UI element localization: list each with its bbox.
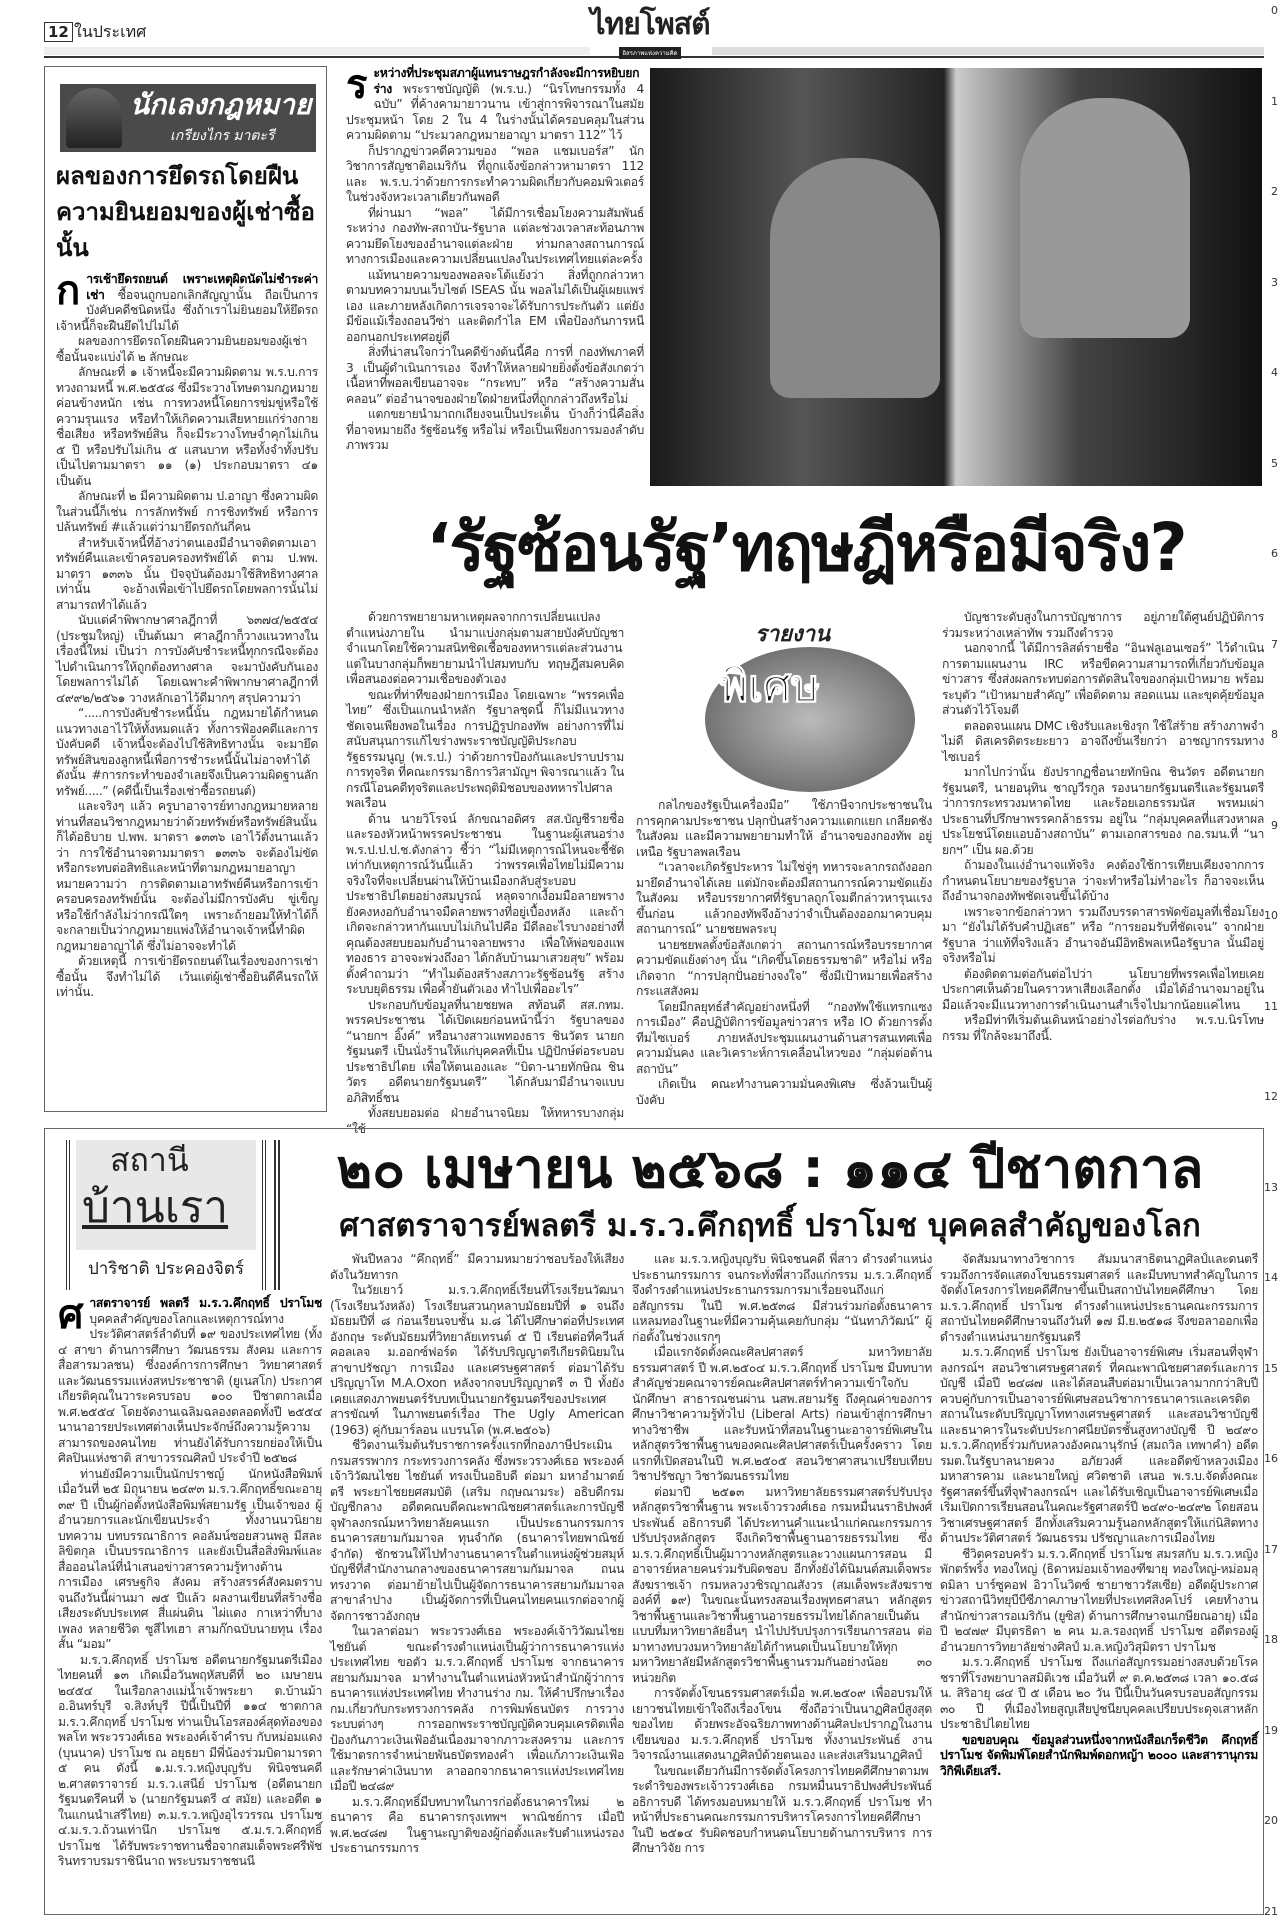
- divider: [274, 1140, 280, 1290]
- paragraph: บัญชาระดับสูงในการบัญชาการ อยู่ภายใต้ศูนย์ปฏิบัติการร่วมระหว่างเหล่าทัพ รวมถึงตำรวจ: [942, 610, 1264, 640]
- ruler-mark: 7: [1271, 637, 1278, 651]
- paragraph: ลักษณะที่ ๑ เจ้าหนี้จะมีความผิดตาม พ.ร.บ.การทวงถามหนี้ พ.ศ.๒๕๕๘ ซึ่งมีระวางโทษตามกฎหมายค่อนข้างหนัก เช่น การทวงหนี้โดยการข่มขู่หรือใช้ความรุนแรง หรือทำให้เกิดความเสียหายแก่ร่างกาย ชื่อเสียง หรือทรัพย์สิน ก็จะมีระวางโทษจำคุกไม่เกิน ๕ ปี หรือปรับไม่เกิน ๕ แสนบาท หรือทั้งจำทั้งปรับ เป็นไปตามมาตรา ๑๑ (๑) ประกอบมาตรา ๔๑ เป็นต้น: [56, 365, 318, 488]
- column-author: เกรียงไกร มาตะรี: [170, 128, 275, 144]
- ruler-mark: 18: [1264, 1633, 1278, 1646]
- paragraph: ในวัยเยาว์ ม.ร.ว.คึกฤทธิ์เรียนที่โรงเรียนวัฒนา (โรงเรียนวังหลัง) โรงเรียนสวนกุหลาบมัธยมปีที่ ๑ จนถึงมัธยมปีที่ ๘ ก่อนเรียนจบชั้น ม.๘ ได้ไปศึกษาต่อที่ประเทศอังกฤษ ระดับมัธยมที่วิทยาลัยเทรนต์ ๕ ปี เรียนต่อที่ควีนส์คอลเลจ ม.ออกซ์ฟอร์ด ได้รับปริญญาตรีเกียรตินิยมในสาขาปรัชญา การเมือง และเศรษฐศาสตร์ ต่อมาได้รับปริญญาโท M.A.Oxon หลังจากจบปริญญาตรี ๓ ปี ทั้งยังเคยแสดงภาพยนตร์รับบทเป็นนายกรัฐมนตรีของประเทศสารขัณฑ์ ในภาพยนตร์เรื่อง The Ugly American (1963) คู่กับมาร์ลอน แบรนโด (พ.ศ.๒๕๐๖): [330, 1283, 624, 1437]
- bio-column-3: [632, 1252, 932, 1857]
- paragraph: นอกจากนี้ ได้มีการลิสต์รายชื่อ “อินฟลูเอนเซอร์” ไว้ดำเนินการตามแผนงาน IRC หรือขีดความสามารถที่เกี่ยวกับข้อมูลข่าวสาร ซึ่งส่งผลกระทบต่อการตัดสินใจของกลุ่มเป้าหมาย พร้อมระบุตัว “เป้าหมายสำคัญ” เพื่อติดตาม สอดแนม และขุดคุ้ยข้อมูลส่วนตัวไว้โจมตี: [942, 641, 1264, 717]
- paragraph: ม.ร.ว.คึกฤทธิ์มีบทบาทในการก่อตั้งธนาคารใหม่ ๒ ธนาคาร คือ ธนาคารกรุงเทพฯ พาณิชย์การ เมื่อปี พ.ศ.๒๔๘๗ ในฐานะญาติของผู้ก่อตั้งและรับตำแหน่งรองประธานกรรมการ: [330, 1794, 624, 1855]
- feature-intro: [346, 62, 644, 454]
- paragraph: นายชยพลตั้งข้อสังเกตว่า สถานการณ์หรือบรรยากาศความขัดแย้งต่างๆ นั้น “เกิดขึ้นโดยธรรมชาติ” หรือไม่ หรือเกิดจาก “การปลุกปั่นอย่างจงใจ” ซึ่งมีเป้าหมายเพื่อสร้างกระแสสังคม: [636, 937, 932, 998]
- ruler-mark: 8: [1271, 728, 1278, 741]
- paragraph: ม.ร.ว.คึกฤทธิ์ ปราโมช ถึงแก่อสัญกรรมอย่างสงบด้วยโรคชราที่โรงพยาบาลสมิติเวช เมื่อวันที่ ๙ ต.ค.๒๕๓๘ เวลา ๑๐.๕๘ น. สิริอายุ ๘๔ ปี ๕ เดือน ๒๐ วัน ปีนี้เป็นวันครบรอบอสัญกรรม ๓๐ ปี ที่เมืองไทยสูญเสียปูชนียบุคคลเปรียบประดุจเสาหลักประชาธิปไตยไทย: [940, 1655, 1258, 1731]
- paragraph: ชีวิตครอบครัว ม.ร.ว.คึกฤทธิ์ ปราโมช สมรสกับ ม.ร.ว.หญิงพักตร์พริ้ง ทองใหญ่ (ธิดาหม่อมเจ้าทองฑีฆายุ ทองใหญ่-หม่อมลุดมิลา บาร์ซูคอฟ อิวาโนวิตซ์ ชายาชาวรัสเซีย) อดีตผู้ประกาศข่าวสถานีวิทยุบีบีซีภาคภาษาไทยที่ประเทศสิงคโปร์ เคยทำงานสำนักข่าวสารอเมริกัน (ยูซิส) ด้านการศึกษาจนเกษียณอายุ) เมื่อปี ๒๔๗๙ มีบุตรธิดา ๒ คน ม.ล.รองฤทธิ์ ปราโมช อดีตรองผู้อำนวยการวิทยาลัยช่างศิลป์ ม.ล.หญิงวิสุมิตรา ปราโมช: [940, 1546, 1258, 1654]
- paragraph: ต้องติดตามต่อกันต่อไปว่า นโยบายที่พรรคเพื่อไทยเคยประกาศเห็นด้วยในคราวหาเสียงเลือกตั้ง เมื่อได้อำนาจมาอยู่ในมือแล้วจะมีแนวทางการดำเนินงานสำเร็จไปมากน้อยแค่ไหน: [942, 966, 1264, 1012]
- ruler-mark: 12: [1264, 1090, 1278, 1103]
- header-band: [44, 47, 590, 55]
- paragraph: เมื่อแรกจัดตั้งคณะศิลปศาสตร์ มหาวิทยาลัยธรรมศาสตร์ ปี พ.ศ.๒๕๐๔ ม.ร.ว.คึกฤทธิ์ ปราโมช มีบทบาทสำคัญช่วยคณาจารย์คณะศิลปศาสตร์ทำความเข้าใจกับนักศึกษา สาธารณชนผ่าน นสพ.สยามรัฐ ถึงคุณค่าของการศึกษาวิชาความรู้ทั่วไป (Liberal Arts) ก่อนเข้าสู่การศึกษาทางวิชาชีพ และรับหน้าที่สอนในฐานะอาจารย์พิเศษในหลักสูตรวิชาพื้นฐานของคณะศิลปศาสตร์เป็นครั้งคราว โดยแรกที่เปิดสอนในปี พ.ศ.๒๕๐๕ สอนวิชาศาสนาเปรียบเทียบ วิชาปรัชญา วิชาวัฒนธรรมไทย: [632, 1345, 932, 1483]
- column-name: สถานี: [110, 1141, 189, 1179]
- paragraph: และ ม.ร.ว.หญิงบุญรับ พินิจชนคดี พี่สาว ดำรงตำแหน่งประธานกรรมการ จนกระทั่งพี่สาวถึงแก่กรรม ม.ร.ว.คึกฤทธิ์จึงดำรงตำแหน่งประธานกรรมการมาเรื่อยจนถึงแก่อสัญกรรม ในปี พ.ศ.๒๕๓๘ มีส่วนร่วมก่อตั้งธนาคารแหลมทองในฐานะที่มีความคุ้นเคยกับกลุ่ม “นันทาภิวัฒน์” ผู้ก่อตั้งในช่วงแรกๆ: [632, 1252, 932, 1344]
- lead-paragraph: [56, 268, 318, 334]
- logo-text: ไทยโพสต์: [590, 8, 710, 41]
- ruler-mark: 11: [1264, 999, 1278, 1013]
- paragraph: ในเวลาต่อมา พระวรวงศ์เธอ พระองค์เจ้าวิวัฒนไชย ไชยันต์ ขณะดำรงตำแหน่งเป็นผู้ว่าการธนาคารแห่งประเทศไทย ขอตัว ม.ร.ว.คึกฤทธิ์ ปราโมช จากธนาคารสยามกัมมาจล มาทำงานในตำแหน่งหัวหน้าสำนักผู้ว่าการธนาคารแห่งประเทศไทย ทำงานร่าง กม. ให้คำปรึกษาเรื่อง กม.เกี่ยวกับกระทรวงการคลัง การพิมพ์ธนบัตร การวางระบบต่างๆ การออกพระราชบัญญัติควบคุมเครดิตเพื่อป้องกันภาวะเงินเฟ้ออันเนื่องมาจากภาวะสงคราม และการใช้มาตรการจำหน่ายพันธบัตรทองคำ เพื่อแก้ภาวะเงินเฟ้อและรักษาค่าเงินบาท ลาออกจากธนาคารแห่งประเทศไทยเมื่อปี ๒๔๘๙: [330, 1624, 624, 1793]
- ruler-mark: 1: [1271, 94, 1278, 108]
- paragraph: หรือมีท่าทีเริ่มต้นเดินหน้าอย่างไรต่อกับร่าง พ.ร.บ.นิรโทษกรรม ที่ใกล้จะมาถึงนี้.: [942, 1013, 1264, 1043]
- bio-column-2: [330, 1252, 624, 1857]
- ruler-mark: 10: [1264, 909, 1278, 922]
- logo-tagline: อิสรภาพแห่งความคิด: [619, 47, 680, 59]
- paragraph: จัดสัมมนาทางวิชาการ สัมมนาสาธิตนาฏศิลป์และดนตรี รวมถึงการจัดแสดงโขนธรรมศาสตร์ และมีบทบาทสำคัญในการจัดตั้งโครงการไทยคดีศึกษาขึ้นเป็นสถาบันไทยคดีศึกษา โดย ม.ร.ว.คึกฤทธิ์ ปราโมช ดำรงตำแหน่งประธานคณะกรรมการสถาบันไทยคดีศึกษาจนถึงวันที่ ๑๗ มี.ย.๒๕๑๘ จึงขอลาออกเพื่อดำรงตำแหน่งนายกรัฐมนตรี: [940, 1252, 1258, 1344]
- article-title: ผลของการยึดรถโดยฝืน: [56, 162, 299, 190]
- ruler-mark: 3: [1271, 275, 1278, 289]
- ruler-mark: 21: [1264, 1904, 1278, 1918]
- article-title: ความยินยอมของผู้เช่าซื้อนั้น: [56, 198, 315, 262]
- ruler-mark: 17: [1264, 1542, 1278, 1556]
- paragraph: ม.ร.ว.คึกฤทธิ์ ปราโมช อดีตนายกรัฐมนตรีเมืองไทยคนที่ ๑๓ เกิดเมื่อวันพฤหัสบดีที่ ๒๐ เมษายน ๒๔๕๔ ในเรือกลางแม่น้ำเจ้าพระยา ต.บ้านม้า อ.อินทร์บุรี จ.สิงห์บุรี ปีนี้เป็นปีที่ ๑๑๔ ชาตกาล ม.ร.ว.คึกฤทธิ์ ปราโมช ท่านเป็นโอรสองค์สุดท้องของพลโท พระวรวงศ์เธอ พระองค์เจ้าคำรบ กับหม่อมแดง (บุนนาค) ปราโมช ณ อยุธยา มีพี่น้องร่วมบิดามารดา ๕ คน ดังนี้ ๑.ม.ร.ว.หญิงบุญรับ พินิจชนคดี ๒.ศาสตราจารย์ ม.ร.ว.เสนีย์ ปราโมช (อดีตนายกรัฐมนตรีคนที่ ๖ (นายกรัฐมนตรี ๔ สมัย) และอดีต ๑ ในแกนนำเสรีไทย) ๓.ม.ร.ว.หญิงอุไรวรรณ ปราโมช ๔.ม.ร.ว.ถ้วนเท่านึก ปราโมช ๕.ม.ร.ว.คึกฤทธิ์ ปราโมช ได้รับพระราชทานชื่อจากสมเด็จพระศรีพัชรินทราบรมราชินีนาถ พระบรมราชชนนี: [58, 1652, 322, 1868]
- newspaper-logo: [590, 10, 710, 59]
- ruler-mark: 19: [1264, 1723, 1278, 1737]
- lead-text: ซื้อจนถูกบอกเลิกสัญญานั้น ถือเป็นการบังคับคดีชนิดหนึ่ง ซึ่งถ้าเราไม่ยินยอมให้ยึดรถ เจ้าหนี้ก็จะฝืนยึดไปไม่ได้: [56, 287, 318, 333]
- paragraph: พันปีหลวง “คึกฤทธิ์” มีความหมายว่าชอบร้องให้เสียงดังในวัยทารก: [330, 1252, 624, 1282]
- feature-headline: ‘รัฐซ้อนรัฐ’ทฤษฎีหรือมีจริง?: [426, 509, 1186, 586]
- paragraph: และจริงๆ แล้ว ครูบาอาจารย์ทางกฎหมายหลายท่านที่สอนวิชากฎหมายว่าด้วยทรัพย์หรือทรัพย์สินนั้น ก็ได้อธิบาย ป.พพ. มาตรา ๑๓๓๖ เอาไว้ตั้งนานแล้วว่า การใช้อำนาจตามมาตรา ๑๓๓๖ จะต้องไม่ขัดหรือกระทบต่อสิทธิและหน้าที่ตามกฎหมายอาญา หมายความว่า การติดตามเอาทรัพย์คืนหรือการเข้าครอบครองทรัพย์นั้น จะต้องไม่มีการบังคับ ขู่เข็ญ หรือใช้กำลังไม่ว่ากรณีใดๆ เพราะถ้ายอมให้ทำได้ก็จะกลายเป็นว่ากฎหมายแพ่งให้อำนาจเจ้าหนี้ทำผิดกฎหมายอาญาได้ ซึ่งไม่อาจจะทำได้: [56, 799, 318, 953]
- paragraph: สำหรับเจ้าหนี้ที่อ้างว่าตนเองมีอำนาจติดตามเอาทรัพย์คืนและเข้าครอบครองทรัพย์ได้ ตาม ป.พพ. มาตรา ๑๓๓๖ นั้น ปัจจุบันต้องมาใช้สิทธิทางศาลเท่านั้น จะอ้างเพื่อเข้าไปยึดรถโดยพลการนั้นไม่สามารถทำได้แล้ว: [56, 535, 318, 612]
- paragraph: “.....การบังคับชำระหนี้นั้น กฎหมายได้กำหนดแนวทางเอาไว้ให้ทั้งหมดแล้ว ทั้งการฟ้องคดีและการบังคับคดี เจ้าหนี้จะต้องไปใช้สิทธิทางนั้น จะมายึดทรัพย์สินของลูกหนี้เพื่อการชำระหนี้นั้นไม่อาจทำได้ ดังนั้น #การกระทำของจำเลยจึงเป็นความผิดฐานลักทรัพย์.....” (คดีนี้เป็นเรื่องเช่าซื้อรถยนต์): [56, 706, 318, 798]
- section-name: ในประเทศ: [74, 22, 147, 41]
- page-number: 12: [44, 22, 73, 42]
- paragraph: ชีวิตงานเริ่มต้นรับราชการครั้งแรกที่กองภาษีประเมิน กรมสรรพากร กระทรวงการคลัง ซึ่งพระวรวงศ์เธอ พระองค์เจ้าวิวัฒนไชย ไชยันต์ ทรงเป็นอธิบดี ต่อมา มหาอำมาตย์ตรี พระยาไชยยศสมบัติ (เสริม กฤษณามระ) อธิบดีกรมบัญชีกลาง อดีตคณบดีคณะพาณิชยศาสตร์และการบัญชี จุฬาลงกรณ์มหาวิทยาลัยคนแรก เป็นประธานกรรมการธนาคารสยามกัมมาจล ทุนจำกัด (ธนาคารไทยพาณิชย์ จำกัด) ชักชวนให้ไปทำงานธนาคารในตำแหน่งผู้ช่วยสมุห์บัญชีที่สำนักงานกลางของธนาคารสยามกัมมาจล ถนนทรงวาด ต่อมาย้ายไปเป็นผู้จัดการธนาคารสยามกัมมาจล สาขาลำปาง เป็นผู้จัดการที่เป็นคนไทยคนแรกต่อจากผู้จัดการชาวอังกฤษ: [330, 1438, 624, 1623]
- column-author: ปาริชาติ ประคองจิตร์: [87, 1259, 245, 1279]
- paragraph: ที่ผ่านมา “พอล” ได้มีการเชื่อมโยงความสัมพันธ์ระหว่าง กองทัพ-สถาบัน-รัฐบาล แต่ละช่วงเวลาสะท้อนภาพ ความยึดโยงของอำนาจแต่ละฝ่าย ท่ามกลางสถานการณ์ทางการเมืองและความเปลี่ยนแปลงในประเทศไทยแต่ละครั้ง: [346, 205, 644, 266]
- ruler-mark: 14: [1264, 1271, 1278, 1284]
- ruler-mark: 9: [1271, 818, 1278, 832]
- paragraph: มากไปกว่านั้น ยังปรากฏชื่อนายทักษิณ ชินวัตร อดีตนายกรัฐมนตรี, นายอนุทิน ชาญวีรกูล รองนายกรัฐมนตรีและรัฐมนตรีว่าการกระทรวงมหาดไทย และร้อยเอกธรรมนัส พรหมเผ่า ประธานที่ปรึกษาพรรคกล้าธรรม อยู่ใน “กลุ่มบุคคลที่แสวงหาผลประโยชน์โดยแอบอ้างสถาบัน” ตามเอกสารของ กอ.รมน.ที่ “นายกฯ” เป็น ผอ.ด้วย: [942, 765, 1264, 857]
- column-name: บ้านเรา: [82, 1182, 229, 1233]
- paragraph: ในขณะเดียวกันมีการจัดตั้งโครงการไทยคดีศึกษาตามพระดำริของพระเจ้าวรวงศ์เธอ กรมหมื่นนราธิปพงศ์ประพันธ์ อธิการบดี ได้ทรงมอบหมายให้ ม.ร.ว.คึกฤทธิ์ ปราโมช ทำหน้าที่ประธานคณะกรรมการบริหารโครงการไทยคดีศึกษาในปี ๒๕๑๔ รับผิดชอบกำหนดนโยบายด้านการบริหาร การศึกษาวิจัย การ: [632, 1763, 932, 1855]
- paragraph: ก็ปรากฏข่าวคดีความของ “พอล แชมเบอร์ส” นักวิชาการสัญชาติอเมริกัน ที่ถูกแจ้งข้อกล่าวหามาตรา 112 และ พ.ร.บ.ว่าด้วยการกระทำความผิดเกี่ยวกับคอมพิวเตอร์ ในช่วงจังหวะเวลาเดียวกันพอดี: [346, 143, 644, 204]
- paragraph: ตลอดจนแผน DMC เชิงรับและเชิงรุก ใช้ใส่ร้าย สร้างภาพจำไม่ดี ดิสเครดิตระยะยาว อาจถึงขั้นเรียกว่า อาชญากรรมทางไซเบอร์: [942, 718, 1264, 764]
- paragraph: แม้ทนายความของพอลจะโต้แย้งว่า สิ่งที่ถูกกล่าวหาตามบทความบนเว็บไซต์ ISEAS นั้น พอลไม่ได้เป็นผู้เผยแพร่เอง และภายหลังเกิดการเจรจาจะได้รับการประกันตัว แต่ยังมีข้อแม้เรื่องถอนวีซ่า และติดกำไล EM เพื่อป้องกันการหนีออกนอกประเทศอยู่ดี: [346, 267, 644, 344]
- paragraph: กลไกของรัฐเป็นเครื่องมือ” ใช้ภาษีจากประชาชนในการคุกคามประชาชน ปลุกปั่นสร้างความแตกแยก เกลียดชังในสังคม และมีความพยายามทำให้ อำนาจของกองทัพ อยู่เหนือ รัฐบาลพลเรือน: [636, 798, 932, 859]
- bottom-headline: ๒๐ เมษายน ๒๕๖๘ : ๑๑๔ ปีชาตกาล: [336, 1137, 1204, 1200]
- ruler-mark: 13: [1264, 1180, 1278, 1194]
- ruler-mark: 2: [1271, 185, 1278, 198]
- politicians-photo: [650, 68, 1262, 486]
- feature-column-3: [942, 610, 1264, 1044]
- paragraph: ด้วยการพยายามหาเหตุผลจากการเปลี่ยนแปลงตำแหน่งภายใน นำมาแบ่งกลุ่มตามสายบังคับบัญชา จำแนกโดยใช้ความสนิทชิดเชื้อของทหารแต่ละส่วนงาน แต่ในบางกลุ่มก็พยายามนำไปสมทบกับ ทฤษฎีสมคบคิด เพื่อสนองต่อความเชื่อของตัวเอง: [346, 610, 624, 686]
- paragraph: ขณะที่ท่าทีของฝ่ายการเมือง โดยเฉพาะ “พรรคเพื่อไทย” ซึ่งเป็นแกนนำหลัก รัฐบาลชุดนี้ ก็ไม่มีแนวทางชัดเจนเพียงพอในเรื่อง การปฏิรูปกองทัพ อย่างการที่ไม่สนับสนุนการแก้ไขร่างพระราชบัญญัติประกอบรัฐธรรมนูญ (พ.ร.ป.) ว่าด้วยการป้องกันและปราบปรามการทุจริต ที่คณะกรรมาธิการวิสามัญฯ พิจารณาแล้ว ในกรณีโอนคดีทุจริตและประพฤติมิชอบของทหารไปศาลพลเรือน: [346, 687, 624, 810]
- paragraph: เกิดเป็น คณะทำงานความมั่นคงพิเศษ ซึ่งล้วนเป็นผู้บังคับ: [636, 1077, 932, 1107]
- paragraph: นับแต่คำพิพากษาศาลฎีกาที่ ๖๓๗๔/๒๕๕๔ (ประชุมใหญ่) เป็นต้นมา ศาลฎีกาก็วางแนวทางในเรื่องนี้ใหม่ เป็นว่า การบังคับชำระหนี้ทุกกรณีจะต้องไปดำเนินการให้ถูกต้องทางศาล จะมาบังคับกันเองโดยพลการไม่ได้ โดยเฉพาะคำพิพากษาศาลฎีกาที่ ๔๙๙๒/๒๕๖๑ วางหลักเอาไว้ดีมากๆ สรุปความว่า: [56, 613, 318, 705]
- lead-text: พระราชบัญญัติ (พ.ร.บ.) “นิรโทษกรรมทั้ง 4 ฉบับ” ที่ค้างคามายาวนาน เข้าสู่การพิจารณาในสมัยประชุมหน้า โดย 2 ใน 4 ในร่างนั้นได้ครอบคลุมในส่วนความผิดตาม “ประมวลกฎหมายอาญา มาตรา 112” ไว้: [346, 81, 644, 142]
- paragraph: ทั้งสยบยอมต่อ ฝ่ายอำนาจนิยม ให้ทหารบางกลุ่ม “ใช้: [346, 1106, 624, 1136]
- lead-bold: าสตราจารย์ พลตรี ม.ร.ว.คึกฤทธิ์ ปราโมช: [89, 1296, 322, 1310]
- paragraph: ม.ร.ว.คึกฤทธิ์ ปราโมช ยังเป็นอาจารย์พิเศษ เริ่มสอนที่จุฬาลงกรณ์ฯ สอนวิชาเศรษฐศาสตร์ ที่คณะพาณิชยศาสตร์และการบัญชี เมื่อปี ๒๔๘๗ และได้สอนสืบต่อมาเป็นเวลามากกว่าสิบปี ควบคู่กับการเป็นอาจารย์พิเศษสอนวิชาการธนาคารและเครดิตสถานในระดับปริญญาโททางเศรษฐศาสตร์ และสอนวิชาบัญชีและธนาคารในระดับประกาศนียบัตรชั้นสูงทางบัญชี ปี ๒๔๙๐ ม.ร.ว.คึกฤทธิ์ร่วมกับหลวงอังคณานุรักษ์ (สมถวิล เทพาคำ) อดีต รมต.ในรัฐบาลนายควง อภัยวงศ์ และอดีตข้าหลวงเมืองมหาสารคาม และนายใหญ่ ศวิตชาติ เสนอ พ.ร.บ.จัดตั้งคณะรัฐศาสตร์ขึ้นที่จุฬาลงกรณ์ฯ และได้รับเชิญเป็นอาจารย์พิเศษเมื่อเริ่มเปิดการเรียนสอนในคณะรัฐศาสตร์ปี ๒๔๙๐-๒๔๙๒ โดยสอนวิชาเศรษฐศาสตร์ อีกทั้งเสริมความรู้นอกหลักสูตรให้แก่นิสิตทางด้านประวัติศาสตร์ วัฒนธรรม ปรัชญาและการเมืองไทย: [940, 1345, 1258, 1545]
- feature-column-1: [346, 610, 624, 1137]
- special-report-logo: [705, 622, 915, 792]
- ruler-mark: 0: [1271, 4, 1278, 17]
- paragraph: แตกขยายนำมาถกเถียงจนเป็นประเด็น บ้างก็ว่านี่คือสิ่งที่อาจหมายถึง รัฐซ้อนรัฐ หรือไม่ หรือเป็นเพียงการมองลำดับภาพรวม: [346, 407, 644, 452]
- header-band: [712, 47, 1264, 55]
- column-name: นักเลงกฎหมาย: [130, 88, 312, 121]
- column-banner: [60, 84, 316, 152]
- paragraph: เพราะจากข้อกล่าวหา รวมถึงบรรดาสารพัดข้อมูลที่เชื่อมโยงมา “ยังไม่ได้รับคำปฏิเสธ” หรือ “การยอมรับที่ชัดเจน” จากฝ่ายรัฐบาล ว่าแท้ที่จริงแล้ว อำนาจอันมีอิทธิพลเหนือรัฐบาล นั้นมีอยู่จริงหรือไม่: [942, 904, 1264, 965]
- ruler-mark: 20: [1264, 1814, 1278, 1827]
- special-report-label: รายงาน: [755, 622, 831, 647]
- paragraph: โดยมีกลยุทธ์สำคัญอย่างหนึ่งที่ “กองทัพใช้แทรกแซงการเมือง” คือปฏิบัติการข้อมูลข่าวสาร หรือ IO ด้วยการตั้ง ทีมไซเบอร์ ภายหลังประชุมแผนงานด้านสารสนเทศเพื่อความมั่นคง และวิเคราะห์การเคลื่อนไหวของ “กลุ่มต่อต้านสถาบัน”: [636, 999, 932, 1076]
- ruler-mark: 15: [1264, 1361, 1278, 1375]
- lead-bold: ะหว่างที่ประชุมสภาผู้แทนราษฎรกำลังจะมีการหยิบยกร่าง: [373, 66, 640, 96]
- lead-text: บุคคลสำคัญของโลกและเหตุการณ์ทางประวัติศาสตร์ลำดับที่ ๑๙ ของประเทศไทย (ทั้ง ๔ สาขา ด้านการศึกษา วัฒนธรรม สังคม และการสื่อสารมวลชน) ซึ่งองค์การการศึกษา วิทยาศาสตร์และวัฒนธรรมแห่งสหประชาชาติ (ยูเนสโก) ประกาศเกียรติคุณในวาระครบรอบ ๑๐๐ ปีชาตกาลเมื่อ พ.ศ.๒๕๕๔ โดยจัดงานเฉลิมฉลองตลอดทั้งปี ๒๕๕๔ นานาอารยประเทศต่างเห็นประจักษ์ถึงความรู้ความสามารถของคนไทย ท่านยังได้รับการยกย่องให้เป็นศิลปินแห่งชาติ สาขาวรรณศิลป์ ประจำปี ๒๕๒๘: [58, 1311, 322, 1465]
- column-banner: [66, 1140, 266, 1290]
- paragraph: สิ่งที่น่าสนใจกว่าในคดีข้างต้นนี้คือ การที่ กองทัพภาคที่ 3 เป็นผู้ดำเนินการเอง จึงทำให้หลายฝ่ายยิ่งตั้งข้อสังเกตว่า เนื้อหาที่พอลเขียนอาจจะ “กระทบ” หรือ “สร้างความสั่นคลอน” ต่ออำนาจของฝ่ายใดฝ่ายหนึ่งที่ถูกกล่าวถึงหรือไม่: [346, 345, 644, 406]
- lead-bold: ารเช้ายึดรถยนต์ เพราะเหตุผิดนัดไม่ชำระค่าเช่า: [86, 272, 318, 302]
- bio-column-1: [58, 1292, 322, 1870]
- paragraph: ด้วยเหตุนี้ การเข้ายึดรถยนต์ในเรื่องของการเช่าซื้อนั้น จึงทำไม่ได้ เว้นแต่ผู้เช่าซื้อยินดีคืนรถให้เท่านั้น.: [56, 954, 318, 999]
- paragraph: การจัดตั้งโขนธรรมศาสตร์เมื่อ พ.ศ.๒๕๐๙ เพื่ออบรมให้เยาวชนไทยเข้าใจถึงเรื่องโขน ซึ่งถือว่าเป็นนาฏศิลป์สูงสุดของไทย ด้วยพระอัจฉริยภาพทางด้านศิลปะปรากฏในงานเขียนของ ม.ร.ว.คึกฤทธิ์ ปราโมช ทั้งงานประพันธ์ งานวิจารณ์งานแสดงนาฏศิลป์ด้วยตนเอง และส่งเสริมนาฏศิลป์: [632, 1686, 932, 1762]
- author-portrait: [66, 88, 122, 148]
- ruler-mark: 6: [1271, 547, 1278, 560]
- paragraph: ต่อมาปี ๒๕๑๓ มหาวิทยาลัยธรรมศาสตร์ปรับปรุงหลักสูตรวิชาพื้นฐาน พระเจ้าวรวงศ์เธอ กรมหมื่นนราธิปพงศ์ประพันธ์ อธิการบดี ได้ประทานคำแนะนำแก่คณะกรรมการปรับปรุงหลักสูตร จึงเกิดวิชาพื้นฐานอารยธรรมไทย ซึ่ง ม.ร.ว.คึกฤทธิ์เป็นผู้มาวางหลักสูตรและวางแผนการสอน มีอาจารย์หลายคนร่วมรับผิดชอบ อีกทั้งยังได้นิมนต์สมเด็จพระสังฆราชเจ้า กรมหลวงวชิรญาณสังวร (สมเด็จพระสังฆราชองค์ที่ ๑๙) ในขณะนั้นทรงสอนเรื่องพุทธศาสนา หลักสูตรวิชาพื้นฐานและวิชาพื้นฐานอารยธรรมไทยได้กลายเป็นต้นแบบที่มหาวิทยาลัยอื่นๆ นำไปปรับปรุงการเรียนการสอน ต่อมาทางทบวงมหาวิทยาลัยได้กำหนดเป็นนโยบายให้ทุกมหาวิทยาลัยมีหลักสูตรวิชาพื้นฐานรวมกันอย่างน้อย ๓๐ หน่วยกิต: [632, 1484, 932, 1685]
- feature-column-2: [636, 798, 932, 1108]
- bottom-subheadline: ศาสตราจารย์พลตรี ม.ร.ว.คึกฤทธิ์ ปราโมช บุคคลสำคัญของโลก: [339, 1208, 1201, 1244]
- legal-article: [56, 158, 318, 1001]
- drop-cap: ก: [56, 268, 81, 314]
- special-report-label: พิเศษ: [719, 661, 820, 712]
- paragraph: ด้าน นายวิโรจน์ ลักขณาอดิศร สส.บัญชีรายชื่อ และรองหัวหน้าพรรคประชาชน ในฐานะผู้เสนอร่าง พ.ร.ป.ป.ป.ช.ดังกล่าว ชี้ว่า “ไม่มีเหตุการณ์ไหนจะชี้ชัดเท่ากับเหตุการณ์วันนี้แล้ว ว่าพรรคเพื่อไทยไม่มีความจริงใจที่จะเปลี่ยนผ่านให้บ้านเมืองกลับสู่ระบอบประชาธิปไตยอย่างสมบูรณ์ หลุดจากเงื้อมมือลายพราง ยังคงหงอกับอำนาจมืดลายพรางที่อยู่เบื้องหลัง และถ้าเกิดจะกล่าวหากันแบบไม่เกินไปคือ มีดีลอะไรบางอย่างที่คุณต้องสยบยอมกับอำนาจลายพราง เพื่อให้พ่อของแพทองธาร อาจจะพ่วงถึงอา ได้กลับบ้านมาเสวยสุข” พร้อมตั้งคำถามว่า “ทำไมต้องสร้างสภาวะรัฐซ้อนรัฐ สร้างระบบยุติธรรม เพื่อค้ำยันตัวเอง ทำไปเพื่ออะไร”: [346, 811, 624, 996]
- lead-paragraph: [58, 1292, 322, 1467]
- ruler-mark: 4: [1271, 366, 1278, 379]
- drop-cap: ร: [346, 62, 368, 108]
- paragraph: “เวลาจะเกิดรัฐประหาร ไม่ใช่จู่ๆ ทหารจะลากรถถังออกมายึดอำนาจได้เลย แต่มักจะต้องมีสถานการณ์ความขัดแย้งในสังคม หรือบรรยากาศที่รัฐบาลถูกโจมตีกล่าวหารุนแรงขึ้นก่อน แล้วกองทัพจึงอ้างว่าจำเป็นต้องออกมาควบคุมสถานการณ์” นายชยพลระบุ: [636, 860, 932, 936]
- acknowledgement: ขอขอบคุณ ข้อมูลส่วนหนึ่งจากหนังสือเกร็ดชีวิต คึกฤทธิ์ ปราโมช จัดพิมพ์โดยสำนักพิมพ์ดอกหญ้า ๒๐๐๐ และสารานุกรมวิกิพีเดียเสรี.: [940, 1732, 1258, 1778]
- paragraph: ผลของการยึดรถโดยฝืนความยินยอมของผู้เช่าซื้อนั้นจะแบ่งได้ ๒ ลักษณะ: [56, 334, 308, 364]
- ruler-mark: 16: [1264, 1452, 1278, 1465]
- bio-column-4: [940, 1252, 1258, 1779]
- paragraph: ประกอบกับข้อมูลที่นายชยพล สท้อนดี สส.กทม. พรรคประชาชน ได้เปิดเผยก่อนหน้านี้ว่า รัฐบาลของ “นายกฯ อิ๊งค์” หรือนางสาวแพทองธาร ชินวัตร นายกรัฐมนตรี เป็นนั่งร้านให้แก่บุคคลที่เป็น ปฏิปักษ์ต่อระบอบประชาธิปไตย เพื่อให้ตนเองและ “บิดา-นายทักษิณ ชินวัตร อดีตนายกรัฐมนตรี” ได้กลับมามีอำนาจแบบอภิสิทธิ์ชน: [346, 997, 624, 1105]
- drop-cap: ศ: [58, 1292, 84, 1338]
- ruler-mark: 5: [1271, 456, 1278, 470]
- paragraph: ลักษณะที่ ๒ มีความผิดตาม ป.อาญา ซึ่งความผิดในส่วนนี้ก็เช่น การลักทรัพย์ การชิงทรัพย์ หรือการปล้นทรัพย์ #แล้วแต่ว่ามายึดรถกันกี่คน: [56, 489, 318, 534]
- paragraph: ท่านยังมีความเป็นนักปราชญ์ นักหนังสือพิมพ์ เมื่อวันที่ ๒๕ มิถุนายน ๒๔๙๓ ม.ร.ว.คึกฤทธิ์ขณะอายุ ๓๙ ปี เป็นผู้ก่อตั้งหนังสือพิมพ์สยามรัฐ เป็นเจ้าของ ผู้อำนวยการและนักเขียนประจำ ทั้งงานนวนิยาย บทความ บทบรรณาธิการ คอลัมน์ซอยสวนพลู มีสละ ลิขิตกุล เป็นบรรณาธิการ และยังเป็นสื่อสิ่งพิมพ์และสื่อออนไลน์ที่นำเสนอข่าวสารความรู้ทางด้านการเมือง เศรษฐกิจ สังคม สร้างสรรค์สังคมตราบจนถึงวันนี้ผ่านมา ๗๕ ปีแล้ว ผลงานเขียนที่สร้างชื่อเสียงระดับประเทศ สี่แผ่นดิน ไผ่แดง กาเหว่าที่บางเพลง หลายชีวิต ซูสีไทเฮา สามก๊กฉบับนายทุน เรื่องสั้น “มอม”: [58, 1466, 322, 1651]
- paragraph: ถ้ามองในแง่อำนาจแท้จริง คงต้องใช้การเทียบเคียงจากการกำหนดนโยบายของรัฐบาล ว่าจะทำหรือไม่ทำอะไร ก็อาจจะเห็นถึงอำนาจกองทัพชัดเจนขึ้นได้บ้าง: [942, 858, 1264, 903]
- lead-paragraph: [346, 62, 644, 144]
